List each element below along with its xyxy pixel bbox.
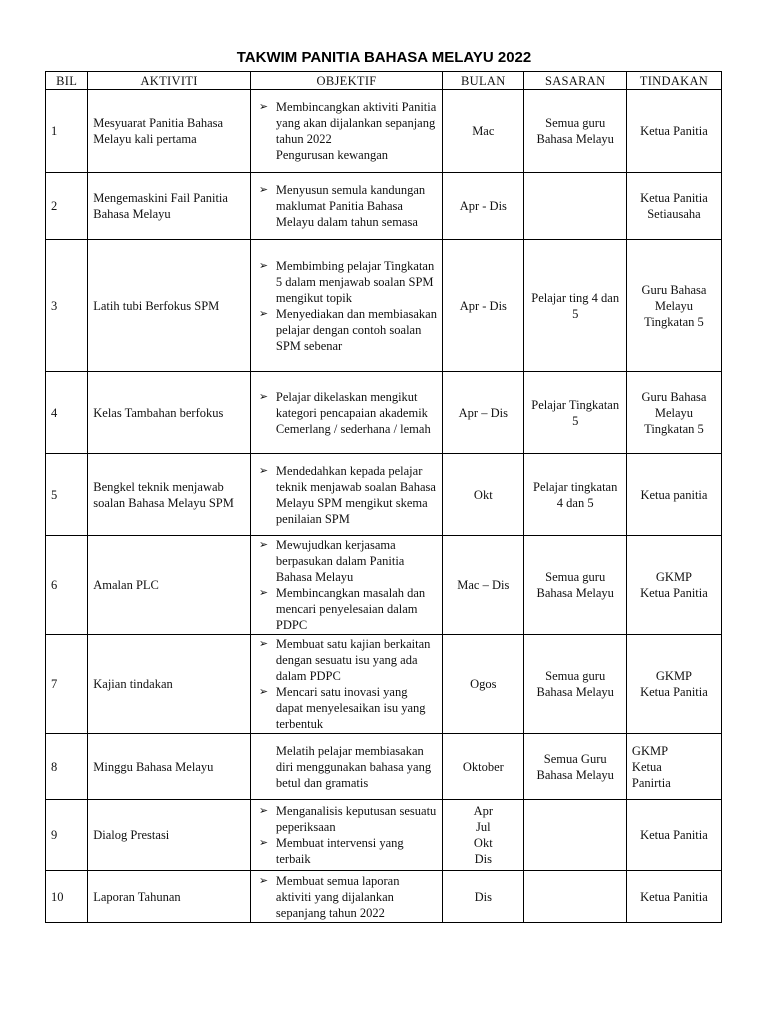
activity-name: Minggu Bahasa Melayu — [93, 759, 214, 774]
month-value: Okt — [473, 836, 493, 850]
activity-name: Amalan PLC — [93, 578, 159, 592]
responsible-party: Ketua — [631, 759, 662, 774]
cell-bil — [46, 734, 88, 800]
target-audience: Pelajar Tingkatan 5 — [531, 397, 620, 428]
cell-objektif — [250, 454, 442, 536]
cell-bil — [46, 536, 88, 635]
takwim-table — [45, 71, 722, 923]
responsible-party: Ketua Panitia — [640, 828, 708, 842]
cell-aktiviti — [88, 871, 251, 923]
table-header-row — [46, 72, 722, 90]
objective-item: ➢ Membuat semua laporan aktiviti yang dijalankan sepanjang tahun 2022 — [256, 873, 437, 921]
objective-item: ➢ Membuat intervensi yang terbaik — [256, 835, 437, 867]
responsible-party: Ketua Panitia — [640, 889, 708, 904]
target-audience: Pelajar tingkatan 4 dan 5 — [533, 479, 618, 510]
cell-bulan — [443, 90, 524, 173]
table-row — [46, 454, 722, 536]
objective-list — [256, 537, 437, 633]
objective-item: ➢ Menyusun semula kandungan maklumat Panitia Bahasa Melayu dalam tahun semasa — [256, 182, 437, 230]
cell-bil — [46, 90, 88, 173]
month-value: Mac — [472, 124, 495, 138]
header-bil: BIL — [46, 72, 88, 90]
month-value: Dis — [474, 852, 492, 866]
cell-sasaran — [524, 372, 626, 454]
row-number: 8 — [51, 759, 58, 774]
activity-name: Mesyuarat Panitia Bahasa Melayu kali pertama — [93, 116, 224, 146]
responsible-party: Ketua Panitia — [640, 685, 708, 699]
header-tindakan: TINDAKAN — [626, 72, 721, 90]
objective-list — [256, 463, 437, 527]
month-value: Apr — [473, 804, 494, 818]
row-number: 5 — [51, 487, 58, 502]
cell-bulan — [443, 173, 524, 240]
activity-name: Latih tubi Berfokus SPM — [93, 298, 220, 313]
responsible-party: Setiausaha — [647, 207, 701, 221]
cell-tindakan — [626, 454, 721, 536]
header-sasaran: SASARAN — [524, 72, 626, 90]
table-row — [46, 734, 722, 800]
cell-bulan — [443, 871, 524, 923]
month-value: Dis — [474, 889, 492, 904]
activity-name: Kelas Tambahan berfokus — [93, 405, 224, 420]
activity-name: Kajian tindakan — [93, 677, 173, 691]
objective-item: ➢ Membincangkan masalah dan mencari penyelesaian dalam PDPC — [256, 585, 437, 633]
responsible-party: Ketua Panitia — [640, 124, 708, 138]
cell-sasaran — [524, 734, 626, 800]
cell-tindakan — [626, 90, 721, 173]
objective-list — [256, 99, 437, 163]
objective-item: ➢ Membimbing pelajar Tingkatan 5 dalam menjawab soalan SPM mengikut topik — [256, 258, 437, 306]
header-bulan: BULAN — [443, 72, 524, 90]
target-audience: Semua guru Bahasa Melayu — [536, 116, 614, 146]
month-value: Apr - Dis — [459, 298, 507, 313]
cell-tindakan — [626, 173, 721, 240]
table-body — [46, 90, 722, 923]
objective-item: Melatih pelajar membiasakan diri menggunakan bahasa yang betul dan gramatis — [275, 743, 432, 790]
activity-name: Bengkel teknik menjawab soalan Bahasa Melayu SPM — [93, 479, 234, 510]
cell-aktiviti — [88, 173, 251, 240]
cell-sasaran — [524, 240, 626, 372]
cell-objektif — [250, 90, 442, 173]
row-number: 7 — [51, 677, 58, 691]
cell-tindakan — [626, 635, 721, 734]
cell-bil — [46, 372, 88, 454]
cell-sasaran — [524, 454, 626, 536]
cell-bulan — [443, 734, 524, 800]
target-audience: Semua Guru Bahasa Melayu — [536, 751, 614, 782]
activity-name: Mengemaskini Fail Panitia Bahasa Melayu — [93, 191, 228, 221]
row-number: 10 — [51, 889, 64, 904]
responsible-party: GKMP — [655, 669, 693, 683]
cell-sasaran — [524, 871, 626, 923]
objective-item: ➢ Membincangkan aktiviti Panitia yang akan dijalankan sepanjang tahun 2022 — [256, 99, 437, 147]
cell-objektif — [250, 240, 442, 372]
cell-sasaran — [524, 635, 626, 734]
objective-list — [256, 389, 437, 437]
cell-aktiviti — [88, 734, 251, 800]
cell-aktiviti — [88, 635, 251, 734]
month-value: Apr – Dis — [458, 405, 508, 420]
target-audience: Semua guru Bahasa Melayu — [536, 570, 614, 600]
table-row — [46, 90, 722, 173]
row-number: 6 — [51, 578, 58, 592]
row-number: 9 — [51, 828, 58, 842]
table-row — [46, 173, 722, 240]
cell-objektif — [250, 871, 442, 923]
objective-item: ➢ Mencari satu inovasi yang dapat menyelesaikan isu yang terbentuk — [256, 684, 437, 732]
responsible-party: GKMP — [655, 570, 693, 584]
cell-tindakan — [626, 240, 721, 372]
activity-name: Laporan Tahunan — [93, 889, 181, 904]
responsible-party: Ketua panitia — [640, 487, 708, 502]
responsible-party: Guru Bahasa Melayu Tingkatan 5 — [641, 389, 707, 436]
month-value: Apr - Dis — [459, 199, 507, 213]
objective-list — [256, 636, 437, 732]
cell-aktiviti — [88, 90, 251, 173]
cell-aktiviti — [88, 800, 251, 871]
objective-item: ➢ Menganalisis keputusan sesuatu peperiksaan — [256, 803, 437, 835]
cell-bulan — [443, 800, 524, 871]
row-number: 4 — [51, 405, 58, 420]
table-row — [46, 536, 722, 635]
cell-tindakan — [626, 734, 721, 800]
activity-name: Dialog Prestasi — [93, 828, 170, 842]
target-audience: Pelajar ting 4 dan 5 — [531, 290, 620, 321]
cell-aktiviti — [88, 536, 251, 635]
table-row — [46, 240, 722, 372]
cell-objektif — [250, 800, 442, 871]
cell-bulan — [443, 454, 524, 536]
responsible-party: Panirtia — [631, 775, 671, 790]
cell-objektif — [250, 536, 442, 635]
cell-objektif — [250, 635, 442, 734]
objective-list — [256, 182, 437, 230]
cell-bulan — [443, 536, 524, 635]
cell-tindakan — [626, 871, 721, 923]
cell-tindakan — [626, 536, 721, 635]
objective-list — [256, 873, 437, 921]
cell-sasaran — [524, 90, 626, 173]
cell-objektif — [250, 372, 442, 454]
month-value: Ogos — [470, 677, 497, 691]
cell-bil — [46, 800, 88, 871]
table-row — [46, 800, 722, 871]
month-value: Mac – Dis — [457, 578, 510, 592]
row-number: 3 — [51, 298, 58, 313]
objective-item: ➢ Mendedahkan kepada pelajar teknik menjawab soalan Bahasa Melayu SPM mengikut skema penilaian SPM — [256, 463, 437, 527]
objective-list — [256, 743, 437, 791]
cell-aktiviti — [88, 454, 251, 536]
objective-item: Pengurusan kewangan — [275, 148, 389, 162]
cell-bulan — [443, 635, 524, 734]
page-title: TAKWIM PANITIA BAHASA MELAYU 2022 — [236, 49, 532, 66]
objective-item: ➢ Membuat satu kajian berkaitan dengan sesuatu isu yang ada dalam PDPC — [256, 636, 437, 684]
cell-objektif — [250, 173, 442, 240]
row-number: 2 — [51, 199, 58, 213]
header-objektif: OBJEKTIF — [250, 72, 442, 90]
cell-bulan — [443, 372, 524, 454]
month-value: Okt — [473, 487, 493, 502]
cell-sasaran — [524, 800, 626, 871]
header-aktiviti: AKTIVITI — [88, 72, 251, 90]
cell-aktiviti — [88, 372, 251, 454]
cell-bil — [46, 173, 88, 240]
cell-objektif — [250, 734, 442, 800]
row-number: 1 — [51, 124, 58, 138]
cell-aktiviti — [88, 240, 251, 372]
month-value: Oktober — [462, 759, 504, 774]
objective-item: ➢ Menyediakan dan membiasakan pelajar dengan contoh soalan SPM sebenar — [256, 306, 437, 354]
cell-sasaran — [524, 173, 626, 240]
cell-sasaran — [524, 536, 626, 635]
table-row — [46, 372, 722, 454]
objective-list — [256, 258, 437, 354]
cell-bil — [46, 454, 88, 536]
responsible-party: Ketua Panitia — [640, 586, 708, 600]
objective-list — [256, 803, 437, 867]
cell-bil — [46, 871, 88, 923]
objective-item: ➢ Pelajar dikelaskan mengikut kategori pencapaian akademik Cemerlang / sederhana / lemah — [256, 389, 437, 437]
table-row — [46, 871, 722, 923]
cell-tindakan — [626, 800, 721, 871]
cell-bulan — [443, 240, 524, 372]
table-row — [46, 635, 722, 734]
target-audience: Semua guru Bahasa Melayu — [536, 669, 614, 699]
cell-bil — [46, 635, 88, 734]
month-value: Jul — [476, 820, 491, 834]
responsible-party: Guru Bahasa Melayu Tingkatan 5 — [641, 282, 707, 329]
cell-bil — [46, 240, 88, 372]
responsible-party: GKMP — [631, 743, 669, 758]
objective-item: ➢ Mewujudkan kerjasama berpasukan dalam Panitia Bahasa Melayu — [256, 537, 437, 585]
cell-tindakan — [626, 372, 721, 454]
responsible-party: Ketua Panitia — [640, 191, 708, 205]
